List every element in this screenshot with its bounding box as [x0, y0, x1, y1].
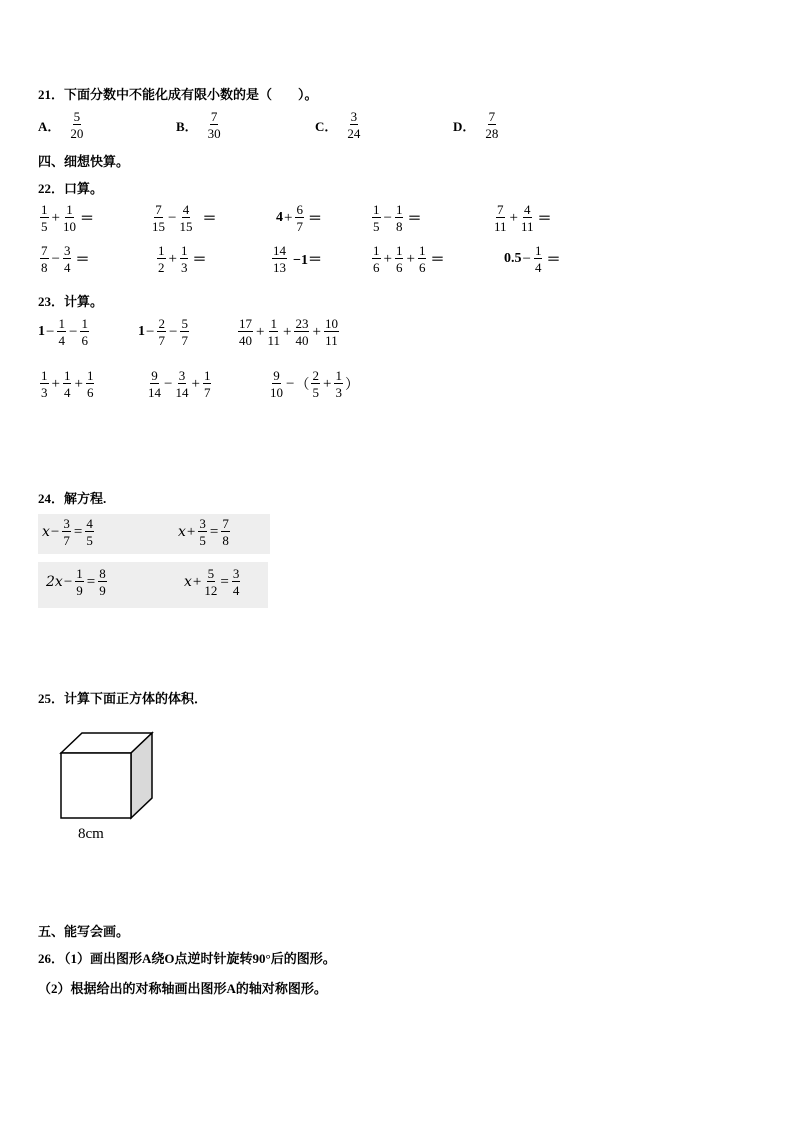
q23-expr: $\frac{17}{40}$ + $\frac{1}{11}$ + $\frac{23}{40}$ + $\frac{10}{11}$ [239, 316, 338, 348]
q22-item: $\frac{7}{11}$ + $\frac{4}{11}$ ＝ [494, 202, 552, 234]
q23-expr: 1 − $\frac{1}{4}$ − $\frac{1}{6}$ [38, 316, 88, 348]
section-4-heading: 四、细想快算。 [38, 154, 130, 169]
q22-item: $\frac{1}{2}$ + $\frac{1}{3}$ ＝ [158, 243, 207, 275]
q21-option-d [453, 110, 500, 140]
fraction: $\frac{5}{20}$ [70, 109, 84, 141]
q22-item: $\frac{14}{13}$ −1＝ [273, 243, 322, 275]
q23-expr: 1 − $\frac{2}{7}$ − $\frac{5}{7}$ [138, 316, 188, 348]
cube-edge-label: 8cm [78, 826, 104, 842]
q22-item: 4 + $\frac{6}{7}$ ＝ [276, 202, 322, 234]
option-label: D． [453, 118, 476, 134]
option-label: C． [315, 118, 338, 134]
fraction: $\frac{3}{24}$ [347, 109, 361, 141]
q22-item: $\frac{1}{6}$ + $\frac{1}{6}$ + $\frac{1}{6}$ ＝ [373, 243, 445, 275]
q23-expr: $\frac{9}{14}$ − $\frac{3}{14}$ + $\frac{1}{7}$ [148, 368, 211, 400]
q23-title: 23．计算。 [38, 294, 104, 309]
q21-text: 21．下面分数中不能化成有限小数的是（ ）。 [38, 87, 318, 102]
q22-item: $\frac{1}{5}$ + $\frac{1}{10}$ ＝ [41, 202, 94, 234]
q22-item: $\frac{7}{8}$ − $\frac{3}{4}$ ＝ [41, 243, 90, 275]
q23-expr: $\frac{9}{10}$ − （ $\frac{2}{5}$ + $\frac{1}{3}$ ） [270, 368, 359, 400]
q24-title: 24．解方程. [38, 491, 107, 506]
fraction: $\frac{7}{30}$ [207, 109, 221, 141]
option-label: B． [176, 118, 198, 134]
equation-image-row-1 [38, 514, 270, 554]
q22-item: $\frac{7}{15}$ − $\frac{4}{15}$ ＝ [152, 202, 217, 234]
option-label: A． [38, 118, 61, 134]
equation: x + $\frac{5}{12}$ = $\frac{3}{4}$ [184, 566, 240, 598]
q21-option-b [176, 110, 223, 140]
q22-item: 0.5 − $\frac{1}{4}$ ＝ [504, 243, 561, 275]
cube-figure [55, 728, 159, 824]
equation: 2x − $\frac{1}{9}$ = $\frac{8}{9}$ [46, 566, 106, 598]
equation: x − $\frac{3}{7}$ = $\frac{4}{5}$ [42, 516, 93, 548]
section-5-heading: 五、能写会画。 [38, 924, 130, 939]
q26-part2: （2）根据给出的对称轴画出图形A的轴对称图形。 [38, 981, 327, 996]
q23-expr: $\frac{1}{3}$ + $\frac{1}{4}$ + $\frac{1}{6}$ [41, 368, 94, 400]
fraction: $\frac{7}{28}$ [485, 109, 499, 141]
q22-item: $\frac{1}{5}$ − $\frac{1}{8}$ ＝ [373, 202, 422, 234]
q26-part1: 26．（1）画出图形A绕O点逆时针旋转90°后的图形。 [38, 951, 336, 966]
equation: x + $\frac{3}{5}$ = $\frac{7}{8}$ [178, 516, 229, 548]
q22-title: 22．口算。 [38, 181, 104, 196]
q21-option-a [38, 110, 85, 140]
q21-option-c [315, 110, 362, 140]
equation-image-row-2 [38, 562, 268, 608]
q25-title: 25．计算下面正方体的体积． [38, 691, 208, 706]
